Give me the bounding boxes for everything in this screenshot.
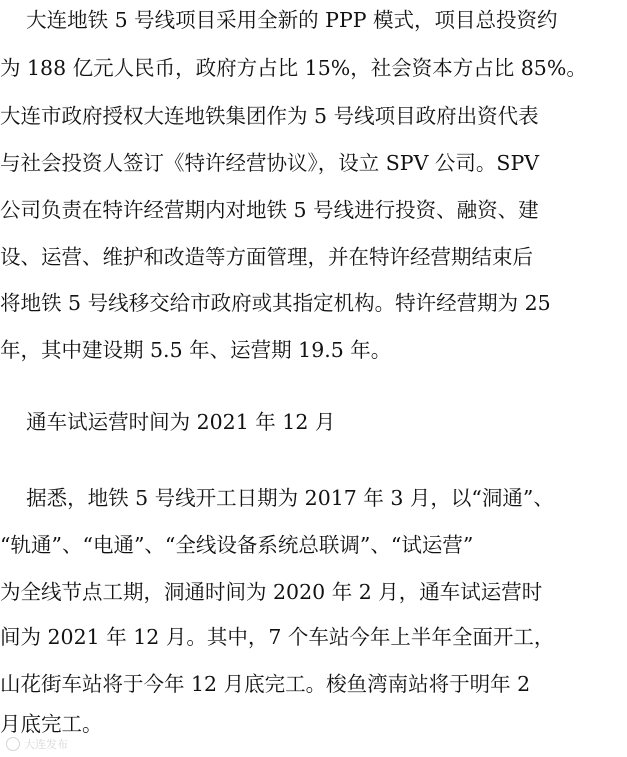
section-heading: 通车试运营时间为 2021 年 12 月 — [0, 410, 336, 434]
paragraph-2-line: 据悉，地铁 5 号线开工日期为 2017 年 3 月，以“洞通”、 — [0, 486, 554, 510]
paragraph-1-line: 与社会投资人签订《特许经营协议》，设立 SPV 公司。SPV — [0, 151, 540, 175]
paragraph-2-line: 山花街车站将于今年 12 月底完工。梭鱼湾南站将于明年 2 — [0, 672, 531, 696]
watermark — [6, 736, 68, 752]
weibo-icon — [6, 737, 20, 751]
paragraph-1-line: 年，其中建设期 5.5 年、运营期 19.5 年。 — [0, 338, 392, 362]
watermark-text: 大连发布 — [24, 738, 68, 751]
paragraph-2-line: “轨通”、“电通”、“全线设备系统总联调”、“试运营” — [0, 533, 474, 557]
paragraph-1-line: 将地铁 5 号线移交给市政府或其指定机构。特许经营期为 25 — [0, 291, 551, 315]
paragraph-1-line: 设、运营、维护和改造等方面管理，并在特许经营期结束后 — [0, 245, 533, 269]
paragraph-1-line: 大连地铁 5 号线项目采用全新的 PPP 模式，项目总投资约 — [0, 8, 558, 32]
paragraph-1-line: 公司负责在特许经营期内对地铁 5 号线进行投资、融资、建 — [0, 198, 539, 222]
paragraph-1-line: 为 188 亿元人民币，政府方占比 15%，社会资本方占比 85%。 — [0, 56, 587, 80]
paragraph-2-line: 间为 2021 年 12 月。其中，7 个车站今年上半年全面开工， — [0, 625, 555, 649]
paragraph-1-line: 大连市政府授权大连地铁集团作为 5 号线项目政府出资代表 — [0, 104, 539, 128]
paragraph-2-line: 为全线节点工期，洞通时间为 2020 年 2 月，通车试运营时 — [0, 580, 543, 604]
paragraph-2-line: 月底完工。 — [0, 712, 103, 736]
